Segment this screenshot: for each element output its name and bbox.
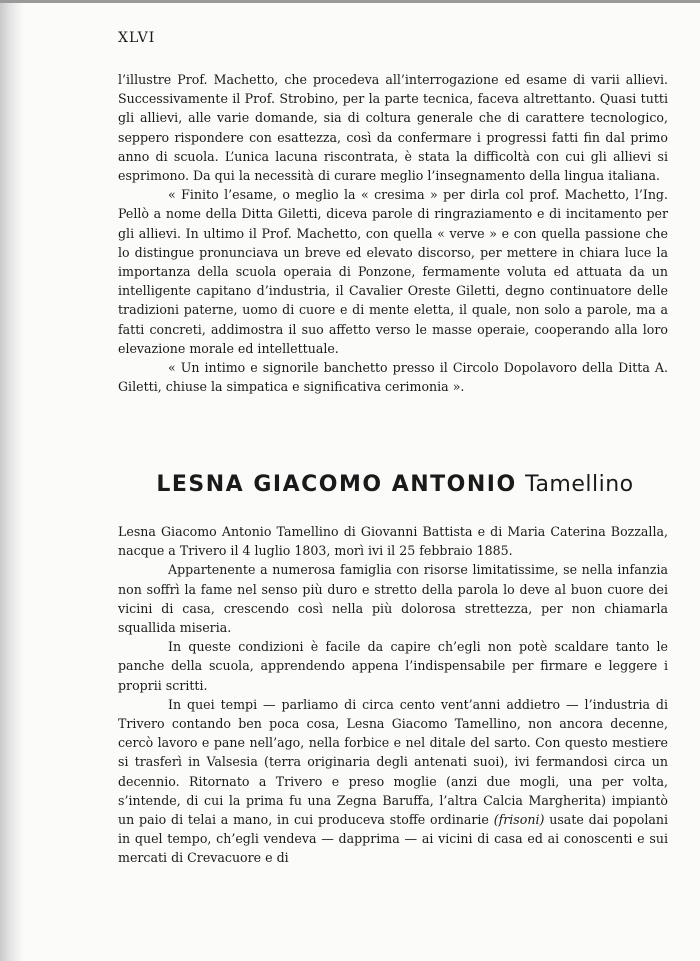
biography-heading: [0, 472, 700, 497]
section-biography-text: [118, 522, 668, 868]
page-number: XLVI: [118, 30, 156, 46]
italic-term: (frisoni): [493, 812, 545, 828]
page-top-edge: [0, 0, 700, 3]
paragraph: « Un intimo e signorile banchetto presso il Circolo Dopolavoro della Ditta A. Giletti, chiuse la simpatica e significativa cerimonia ».: [118, 360, 668, 395]
paragraph: Lesna Giacomo Antonio Tamellino di Giovanni Battista e di Maria Caterina Bozzalla, nacque a Trivero il 4 luglio 1803, morì ivi il 25 febbraio 1885.: [118, 524, 668, 559]
paragraph: « Finito l’esame, o meglio la « cresima » per dirla col prof. Machetto, l’Ing. Pellò a nome della Ditta Giletti, diceva parole di ringraziamento e di incitamento per gli allievi. In ultimo il Prof. Machetto, con quella « verve » e con quella passione che lo distingue pronunciava un breve ed elevato discorso, per mettere in chiara luce la importanza della scuola operaia di Ponzone, fermamente voluta ed attuata da un intelligente capitano d’industria, il Cavalier Oreste Giletti, degno continuatore delle tradizioni paterne, uomo di cuore e di mente eletta, il quale, non solo a parole, ma a fatti concreti, addimostra il suo affetto verso le masse operaie, cooperando alla loro elevazione morale ed intellettuale.: [118, 187, 668, 356]
paragraph: [118, 695, 668, 868]
heading-nickname: Tamellino: [525, 472, 634, 497]
section-ceremony-text: [118, 70, 668, 396]
heading-name: LESNA GIACOMO ANTONIO: [156, 472, 517, 497]
paragraph: Appartenente a numerosa famiglia con risorse limitatissime, se nella infanzia non soffrì la fame nel senso più duro e stretto della parola lo deve al buon cuore dei vicini di casa, crescendo così nella più dolorosa strettezza, per non chiamarla squallida miseria.: [118, 562, 668, 636]
paragraph-text-tail: usate dai popolani in quel tempo, ch’egli vendeva — dapprima — ai vicini di casa ed ai conoscenti e sui mercati di Crevacuore e di: [118, 812, 668, 866]
paragraph: In queste condizioni è facile da capire ch’egli non potè scaldare tanto le panche della scuola, apprendendo appena l’indispensabile per firmare e leggere i proprii scritti.: [118, 639, 668, 693]
paragraph: l’illustre Prof. Machetto, che procedeva all’interrogazione ed esame di varii allievi. Successivamente il Prof. Strobino, per la parte tecnica, faceva altrettanto. Quasi tutti gli allievi, alle varie domande, sia di coltura generale che di carattere tecnologico, seppero rispondere con esattezza, così da confermare i progressi fatti fin dal primo anno di scuola. L’unica lacuna riscontrata, è stata la difficoltà con cui gli allievi si esprimono. Da qui la necessità di curare meglio l’insegnamento della lingua italiana.: [118, 72, 668, 184]
paragraph-text: In quei tempi — parliamo di circa cento vent’anni addietro — l’industria di Trivero contando ben poca cosa, Lesna Giacomo Tamellino, non ancora decenne, cercò lavoro e pane nell’ago, nella forbice e nel ditale del sarto. Con questo mestiere si trasferì in Valsesia (terra originaria degli antenati suoi), ivi fermandosi circa un decennio. Ritornato a Trivero e preso moglie (anzi due mogli, una per volta, s’intende, di cui la prima fu una Zegna Baruffa, l’altra Calcia Margherita) impiantò un paio di telai a mano, in cui produceva stoffe ordinarie: [118, 696, 668, 828]
